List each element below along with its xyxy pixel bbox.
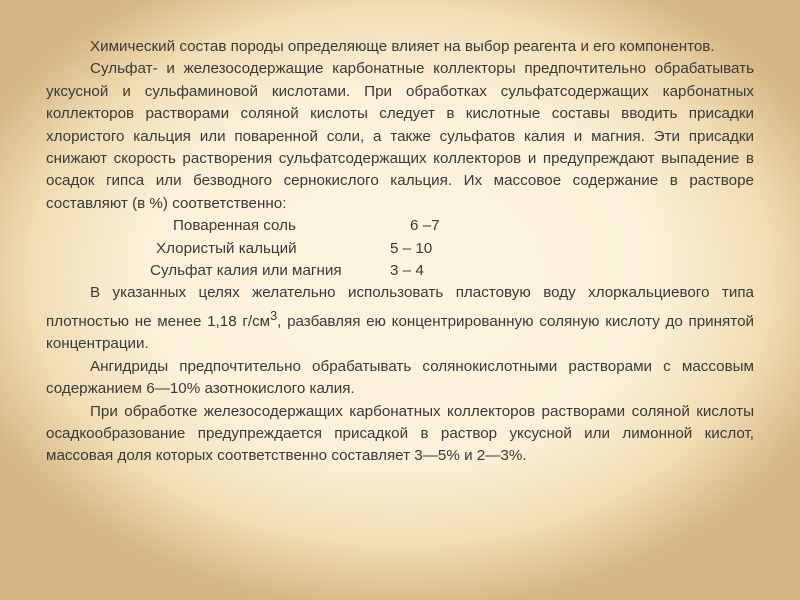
table-row — [46, 238, 754, 260]
paragraph-sulfate-collectors: Сульфат- и железосодержащие карбонатные коллекторы предпочтительно обрабатывать уксусной и сульфаминовой кислотами. При обработках сульфатсодержащих карбонатных коллекторов растворами соляной кислоты следует в кислотные составы вводить присадки хлористого кальция или поваренной соли, а также сульфатов калия и магния. Эти присадки снижают скорость растворения сульфатсодержащих коллекторов и предупреждают выпадение в осадок гипса или безводного сернокислого кальция. Их массовое содержание в растворе составляют (в %) соответственно: — [46, 60, 754, 212]
additive-name: Хлористый кальций — [156, 239, 297, 257]
table-row — [46, 215, 754, 237]
superscript-cubed: 3 — [270, 308, 278, 323]
paragraph-formation-water — [46, 282, 754, 355]
water-text-after: , разбавляя ею концентрированную соляную кислоту до принятой концентрации. — [46, 312, 754, 353]
paragraph-intro: Химический состав породы определяюще влияет на выбор реагента и его компонентов. — [90, 38, 715, 55]
additive-name: Поваренная соль — [173, 217, 296, 235]
additive-value: 5 – 10 — [390, 239, 433, 257]
additive-value: 6 –7 — [410, 217, 440, 235]
paragraph-iron-collectors: При обработке железосодержащих карбонатных коллекторов растворами соляной кислоты осадкообразование предупреждается присадкой в раствор уксусной или лимонной кислот, массовая доля которых соответственно составляет 3—5% и 2—3%. — [46, 402, 754, 465]
additive-table — [46, 215, 754, 282]
additive-name: Сульфат калия или магния — [150, 262, 342, 280]
paragraph-anhydrites: Ангидриды предпочтительно обрабатывать солянокислотными растворами с массовым содержанием 6—10% азотнокислого калия. — [46, 357, 754, 398]
additive-value: 3 – 4 — [390, 262, 424, 280]
table-row — [46, 260, 754, 282]
water-text-before: В указанных целях желательно использовать пластовую воду хлоркальциевого типа плотностью не менее 1,18 г/см — [46, 284, 754, 330]
slide-text-block — [46, 36, 754, 468]
